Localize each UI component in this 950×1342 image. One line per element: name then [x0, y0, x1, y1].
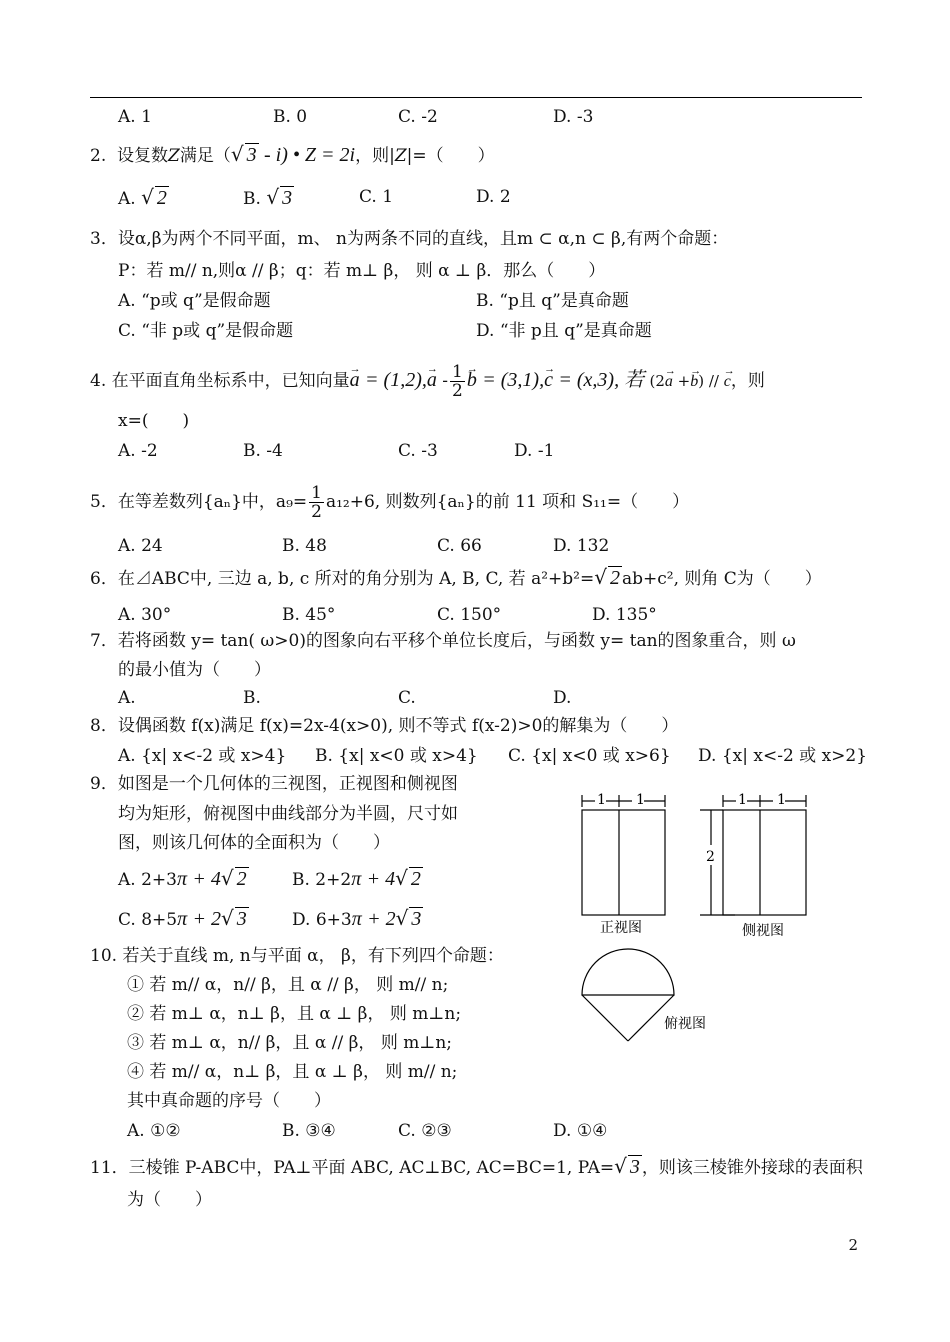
- q3-option-c: C. “非 p或 q”是假命题: [118, 321, 294, 341]
- q10-question: 其中真命题的序号（ ）: [127, 1091, 331, 1111]
- q8-option-a: A. {x| x<-2 或 x>4}: [118, 746, 287, 766]
- side-dim-1-left: 1: [738, 792, 747, 808]
- q5-option-a: A. 24: [118, 536, 163, 556]
- q3-stem: 3．设α,β为两个不同平面，m、 n为两条不同的直线，且m ⊂ α,n ⊂ β,有两个命题：: [90, 229, 729, 249]
- side-view-label: 侧视图: [742, 923, 784, 939]
- q7-option-a: A.: [118, 688, 136, 708]
- q1-option-c: C. -2: [398, 107, 438, 127]
- three-view-figure: [560, 785, 820, 1055]
- q7-option-b: B.: [243, 688, 261, 708]
- q10-item-3: ③ 若 m⊥ α，n// β，且 α // β， 则 m⊥n;: [127, 1033, 453, 1053]
- header-rule: [90, 97, 862, 98]
- top-view: [582, 949, 674, 1041]
- q8-option-c: C. {x| x<0 或 x>6}: [508, 746, 671, 766]
- q10-option-b: B. ③④: [282, 1121, 336, 1141]
- q4-option-d: D. -1: [514, 441, 555, 461]
- q10-option-c: C. ②③: [398, 1121, 452, 1141]
- q6-stem: 6．在⊿ABC中, 三边 a, b, c 所对的角分别为 A, B, C, 若 a²+b²=√ 2 ab+c², 则角 C为（ ）: [90, 565, 822, 589]
- q8-stem: 8．设偶函数 f(x)满足 f(x)=2x-4(x>0), 则不等式 f(x-2)>0的解集为（ ）: [90, 716, 679, 736]
- q10-item-4: ④ 若 m// α，n⊥ β，且 α ⊥ β， 则 m// n;: [127, 1062, 458, 1082]
- top-view-label: 俯视图: [664, 1016, 706, 1032]
- q5-stem: 5．在等差数列{aₙ}中，a₉= $\frac{1}{2}$ a₁₂+6, 则数列{aₙ}的前 11 项和 S₁₁=（ ）: [90, 483, 690, 522]
- q4-stem: 4. 在平面直角坐标系中，已知向量→ a = (1,2),→ a - $\frac{1}{2}$ → b = (3,1),→ c = (x,3), 若 (2→ a +→ b) // → c，则: [90, 363, 765, 400]
- q6-option-b: B. 45°: [282, 605, 336, 625]
- q8-option-b: B. {x| x<0 或 x>4}: [315, 746, 478, 766]
- q9-option-a: A. 2+3π + 4√ 2: [118, 866, 247, 890]
- front-dim-1-right: 1: [636, 792, 645, 808]
- front-dim-1-left: 1: [597, 792, 606, 808]
- q1-option-d: D. -3: [553, 107, 594, 127]
- q1-option-a: A. 1: [118, 107, 152, 127]
- q5-option-d: D. 132: [553, 536, 610, 556]
- q2-stem: 2. 设复数Z满足（√ 3 - i) • Z = 2i，则|Z|=（ ）: [90, 142, 495, 166]
- q10-option-d: D. ①④: [553, 1121, 608, 1141]
- q8-option-d: D. {x| x<-2 或 x>2}: [698, 746, 868, 766]
- front-view-label: 正视图: [600, 920, 642, 936]
- q3-option-a: A. “p或 q”是假命题: [118, 291, 271, 311]
- q9-option-b: B. 2+2π + 4√ 2: [292, 866, 421, 890]
- side-dim-2: 2: [706, 849, 715, 865]
- q7-stem-line2: 的最小值为（ ）: [118, 660, 271, 680]
- q9-stem-line1: 9．如图是一个几何体的三视图，正视图和侧视图: [90, 774, 458, 794]
- page-number: 2: [848, 1236, 858, 1254]
- q9-option-d: D. 6+3π + 2√ 3: [292, 906, 422, 930]
- q3-option-b: B. “p且 q”是真命题: [476, 291, 629, 311]
- q3-option-d: D. “非 p且 q”是真命题: [476, 321, 652, 341]
- q2-option-b: B. √ 3: [243, 185, 293, 209]
- side-dim-1-right: 1: [777, 792, 786, 808]
- q4-stem-line2: x=( ): [118, 411, 190, 431]
- q6-option-c: C. 150°: [437, 605, 502, 625]
- q7-option-d: D.: [553, 688, 572, 708]
- q2-option-d: D. 2: [476, 187, 511, 207]
- q2-option-a: A. √ 2: [118, 185, 167, 209]
- q10-item-2: ② 若 m⊥ α，n⊥ β，且 α ⊥ β， 则 m⊥n;: [127, 1004, 462, 1024]
- q5-option-c: C. 66: [437, 536, 482, 556]
- front-view: [582, 795, 665, 915]
- q4-option-a: A. -2: [118, 441, 158, 461]
- q6-option-a: A. 30°: [118, 605, 172, 625]
- q5-option-b: B. 48: [282, 536, 327, 556]
- q9-stem-line2: 均为矩形，俯视图中曲线部分为半圆，尺寸如: [118, 804, 458, 824]
- side-view: [700, 795, 806, 915]
- q6-option-d: D. 135°: [592, 605, 657, 625]
- q9-option-c: C. 8+5π + 2√ 3: [118, 906, 247, 930]
- q7-stem: 7．若将函数 y= tan( ω>0)的图象向右平移个单位长度后，与函数 y= tan的图象重合，则 ω: [90, 631, 796, 651]
- q10-stem: 10. 若关于直线 m, n与平面 α， β，有下列四个命题：: [90, 946, 504, 966]
- q7-option-c: C.: [398, 688, 416, 708]
- q11-stem: 11．三棱锥 P-ABC中，PA⊥平面 ABC, AC⊥BC, AC=BC=1, PA=√ 3 ，则该三棱锥外接球的表面积: [90, 1154, 863, 1178]
- q4-option-b: B. -4: [243, 441, 283, 461]
- q9-stem-line3: 图，则该几何体的全面积为（ ）: [118, 833, 390, 853]
- q10-item-1: ① 若 m// α，n// β，且 α // β， 则 m// n;: [127, 975, 449, 995]
- q2-option-c: C. 1: [359, 187, 394, 207]
- q10-option-a: A. ①②: [127, 1121, 181, 1141]
- q11-stem-line2: 为（ ）: [127, 1190, 212, 1210]
- q3-propositions: P：若 m// n,则α // β；q：若 m⊥ β， 则 α ⊥ β．那么（ ）: [118, 261, 606, 281]
- q4-option-c: C. -3: [398, 441, 438, 461]
- q1-option-b: B. 0: [273, 107, 308, 127]
